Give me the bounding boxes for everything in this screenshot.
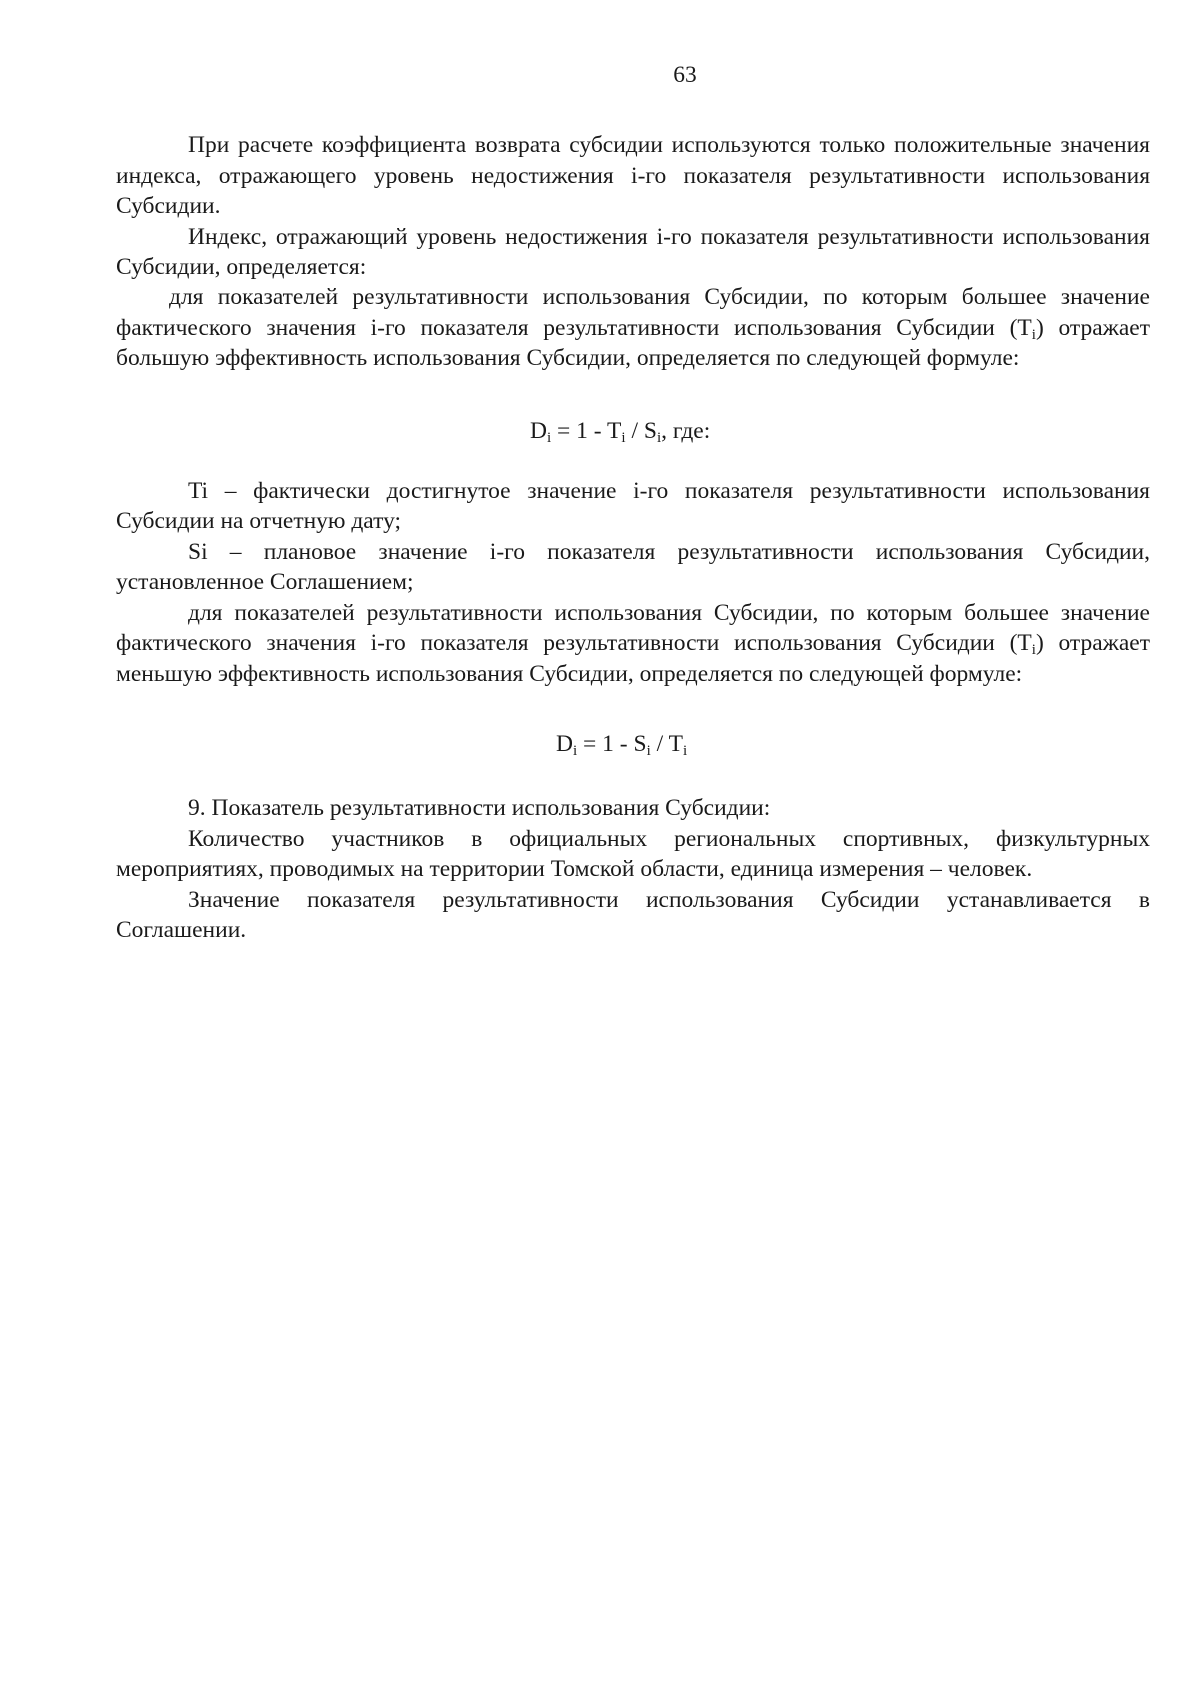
page-number: 63 bbox=[673, 62, 697, 88]
paragraph-participants-count: Количество участников в официальных региональных спортивных, физкультурных мероприятиях, проводимых на территории Томской области, единица измерения – человек. bbox=[116, 825, 1150, 883]
paragraph-si-definition: Si – плановое значение i-го показателя результативности использования Субсидии, установленное Соглашением; bbox=[116, 538, 1150, 596]
formula-higher-better: $D_i = 1 - T_i / S_i$, где: bbox=[530, 417, 711, 446]
paragraph-lower-better: для показателей результативности использования Субсидии, по которым большее значение фактического значения i-го показателя результативности использования Субсидии $(T_i)$ отражает меньшую эффективность использования Субсидии, определяется по следующей формуле: bbox=[116, 599, 1151, 687]
paragraph-positive-values: При расчете коэффициента возврата субсидии используются только положительные значения индекса, отражающего уровень недостижения i-го показателя результативности использования Субсидии. bbox=[116, 132, 1150, 220]
paragraph-value-in-agreement: Значение показателя результативности использования Субсидии устанавливается в Соглашении. bbox=[116, 886, 1150, 943]
paragraph-higher-better: для показателей результативности использования Субсидии, по которым большее значение фактического значения i-го показателя результативности использования Субсидии $(T_i)$ отражает большую эффективность использования Субсидии, определяется по следующей формуле: bbox=[116, 284, 1151, 372]
paragraph-ti-definition: Ti – фактически достигнутое значение i-го показателя результативности использования Субсидии на отчетную дату; bbox=[116, 478, 1150, 535]
paragraph-item-9-heading: 9. Показатель результативности использования Субсидии: bbox=[188, 795, 771, 822]
paragraph-index-definition: Индекс, отражающий уровень недостижения i-го показателя результативности использования Субсидии, определяется: bbox=[116, 223, 1150, 281]
formula-lower-better: $D_i = 1 - S_i / T_i$ bbox=[556, 730, 688, 759]
document-page bbox=[116, 60, 1150, 945]
